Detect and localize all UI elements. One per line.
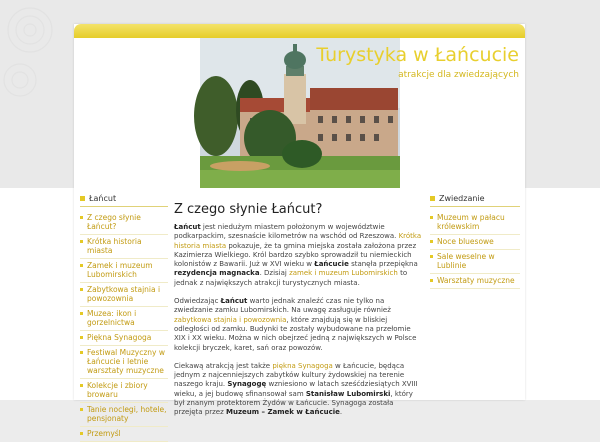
article-paragraph-2: Odwiedzając Łańcut warto jednak znaleźć czas nie tylko na zwiedzanie zamku Lubomirskich. Na uwagę zasługuje również zabytkowa stajnia i powozownia, które znajdują się w bliskiej odległości od zamku. Budynki te zostały wybudowane na przełomie XIX i XX wieku. Można w nich obejrzeć jedną z największych w Polsce kolekcji bryczek, karet, sań oraz powozów.: [174, 297, 417, 352]
left-menu-item[interactable]: Zabytkowa stajnia i powozownia: [80, 283, 168, 307]
bullet-icon: [80, 384, 83, 387]
bullet-icon: [80, 216, 83, 219]
decorative-swirl: [0, 0, 80, 110]
right-menu-item[interactable]: Noce bluesowe: [430, 235, 520, 250]
bullet-icon: [80, 264, 83, 267]
left-box-heading-text: Łańcut: [89, 194, 117, 203]
left-menu-item[interactable]: Kolekcje i zbiory browaru: [80, 379, 168, 403]
square-bullet-icon: [80, 196, 85, 201]
right-menu-item[interactable]: Warsztaty muzyczne: [430, 274, 520, 289]
right-menu: [430, 211, 520, 289]
site-title[interactable]: Turystyka w Łańcucie: [316, 44, 519, 66]
link-stajnia-powozownia[interactable]: zabytkowa stajnia i powozownia: [174, 315, 287, 324]
link-zamek-muzeum[interactable]: zamek i muzeum Lubomirskich: [289, 269, 398, 278]
top-bar: [74, 24, 525, 38]
link-krotka-historia[interactable]: Krótka historia miasta: [174, 232, 422, 250]
bullet-icon: [430, 240, 433, 243]
article-paragraph-1: Łańcut jest niedużym miastem położonym w województwie podkarpackim, szesnaście kilometrów na wschód od Rzeszowa. Krótka historia miasta pokazuje, że ta gmina miejska została założona przez Kazimierza Wielkiego. Król bardzo szybko sprowadził tu niemieckich kolonistów z Bawarii. Już w XVI wieku w Łańcucie stanęła przepiękna rezydencja magnacka. Dzisiaj zamek i muzeum Lubomirskich to jednak z największych atrakcji turystycznych miasta.: [174, 223, 422, 287]
square-bullet-icon: [430, 196, 435, 201]
right-menu-item[interactable]: Muzeum w pałacu królewskim: [430, 211, 520, 235]
article-heading: Z czego słynie Łańcut?: [174, 202, 323, 217]
left-menu-item[interactable]: Tanie noclegi, hotele, pensjonaty: [80, 403, 168, 427]
left-menu-item[interactable]: Krótka historia miasta: [80, 235, 168, 259]
right-menu-item[interactable]: Sale weselne w Lublinie: [430, 250, 520, 274]
bullet-icon: [80, 432, 83, 435]
left-menu-item[interactable]: Przemyśl: [80, 427, 168, 442]
article: [174, 202, 424, 427]
left-menu-item[interactable]: Zamek i muzeum Lubomirskich: [80, 259, 168, 283]
article-paragraph-3: Ciekawą atrakcją jest także piękna Synagoga w Łańcucie, będąca jednym z najcenniejszych zabytków kultury żydowskiej na terenie naszego kraju. Synagogę wzniesiono w latach sześćdziesiątych XVIII wieku, a jej budowę sfinansował sam Stanisław Lubomirski, który był znanym protektorem Żydów w Łańcucie. Synagoga została przejęta przez Muzeum – Zamek w Łańcucie.: [174, 361, 418, 417]
site-subtitle: atrakcje dla zwiedzających: [398, 70, 519, 80]
left-menu-item[interactable]: Festiwal Muzyczny w Łańcucie i letnie warsztaty muzyczne: [80, 346, 168, 379]
right-sidebar: [430, 194, 520, 289]
bullet-icon: [80, 288, 83, 291]
bullet-icon: [80, 312, 83, 315]
page-container: [74, 24, 525, 438]
bullet-icon: [430, 255, 433, 258]
bullet-icon: [80, 240, 83, 243]
right-box-heading: [430, 194, 520, 207]
left-menu-item[interactable]: Muzea: ikon i gorzelnictwa: [80, 307, 168, 331]
left-menu-item[interactable]: Piękna Synagoga: [80, 331, 168, 346]
left-sidebar: [80, 194, 168, 442]
header: [74, 38, 525, 188]
link-synagoga[interactable]: piękna Synagoga: [272, 361, 333, 370]
bullet-icon: [80, 336, 83, 339]
bullet-icon: [80, 408, 83, 411]
bullet-icon: [430, 216, 433, 219]
bullet-icon: [80, 351, 83, 354]
right-box-heading-text: Zwiedzanie: [439, 194, 485, 203]
left-box-heading: [80, 194, 168, 207]
left-menu-item[interactable]: Z czego słynie Łańcut?: [80, 211, 168, 235]
left-menu: [80, 211, 168, 442]
bullet-icon: [430, 279, 433, 282]
